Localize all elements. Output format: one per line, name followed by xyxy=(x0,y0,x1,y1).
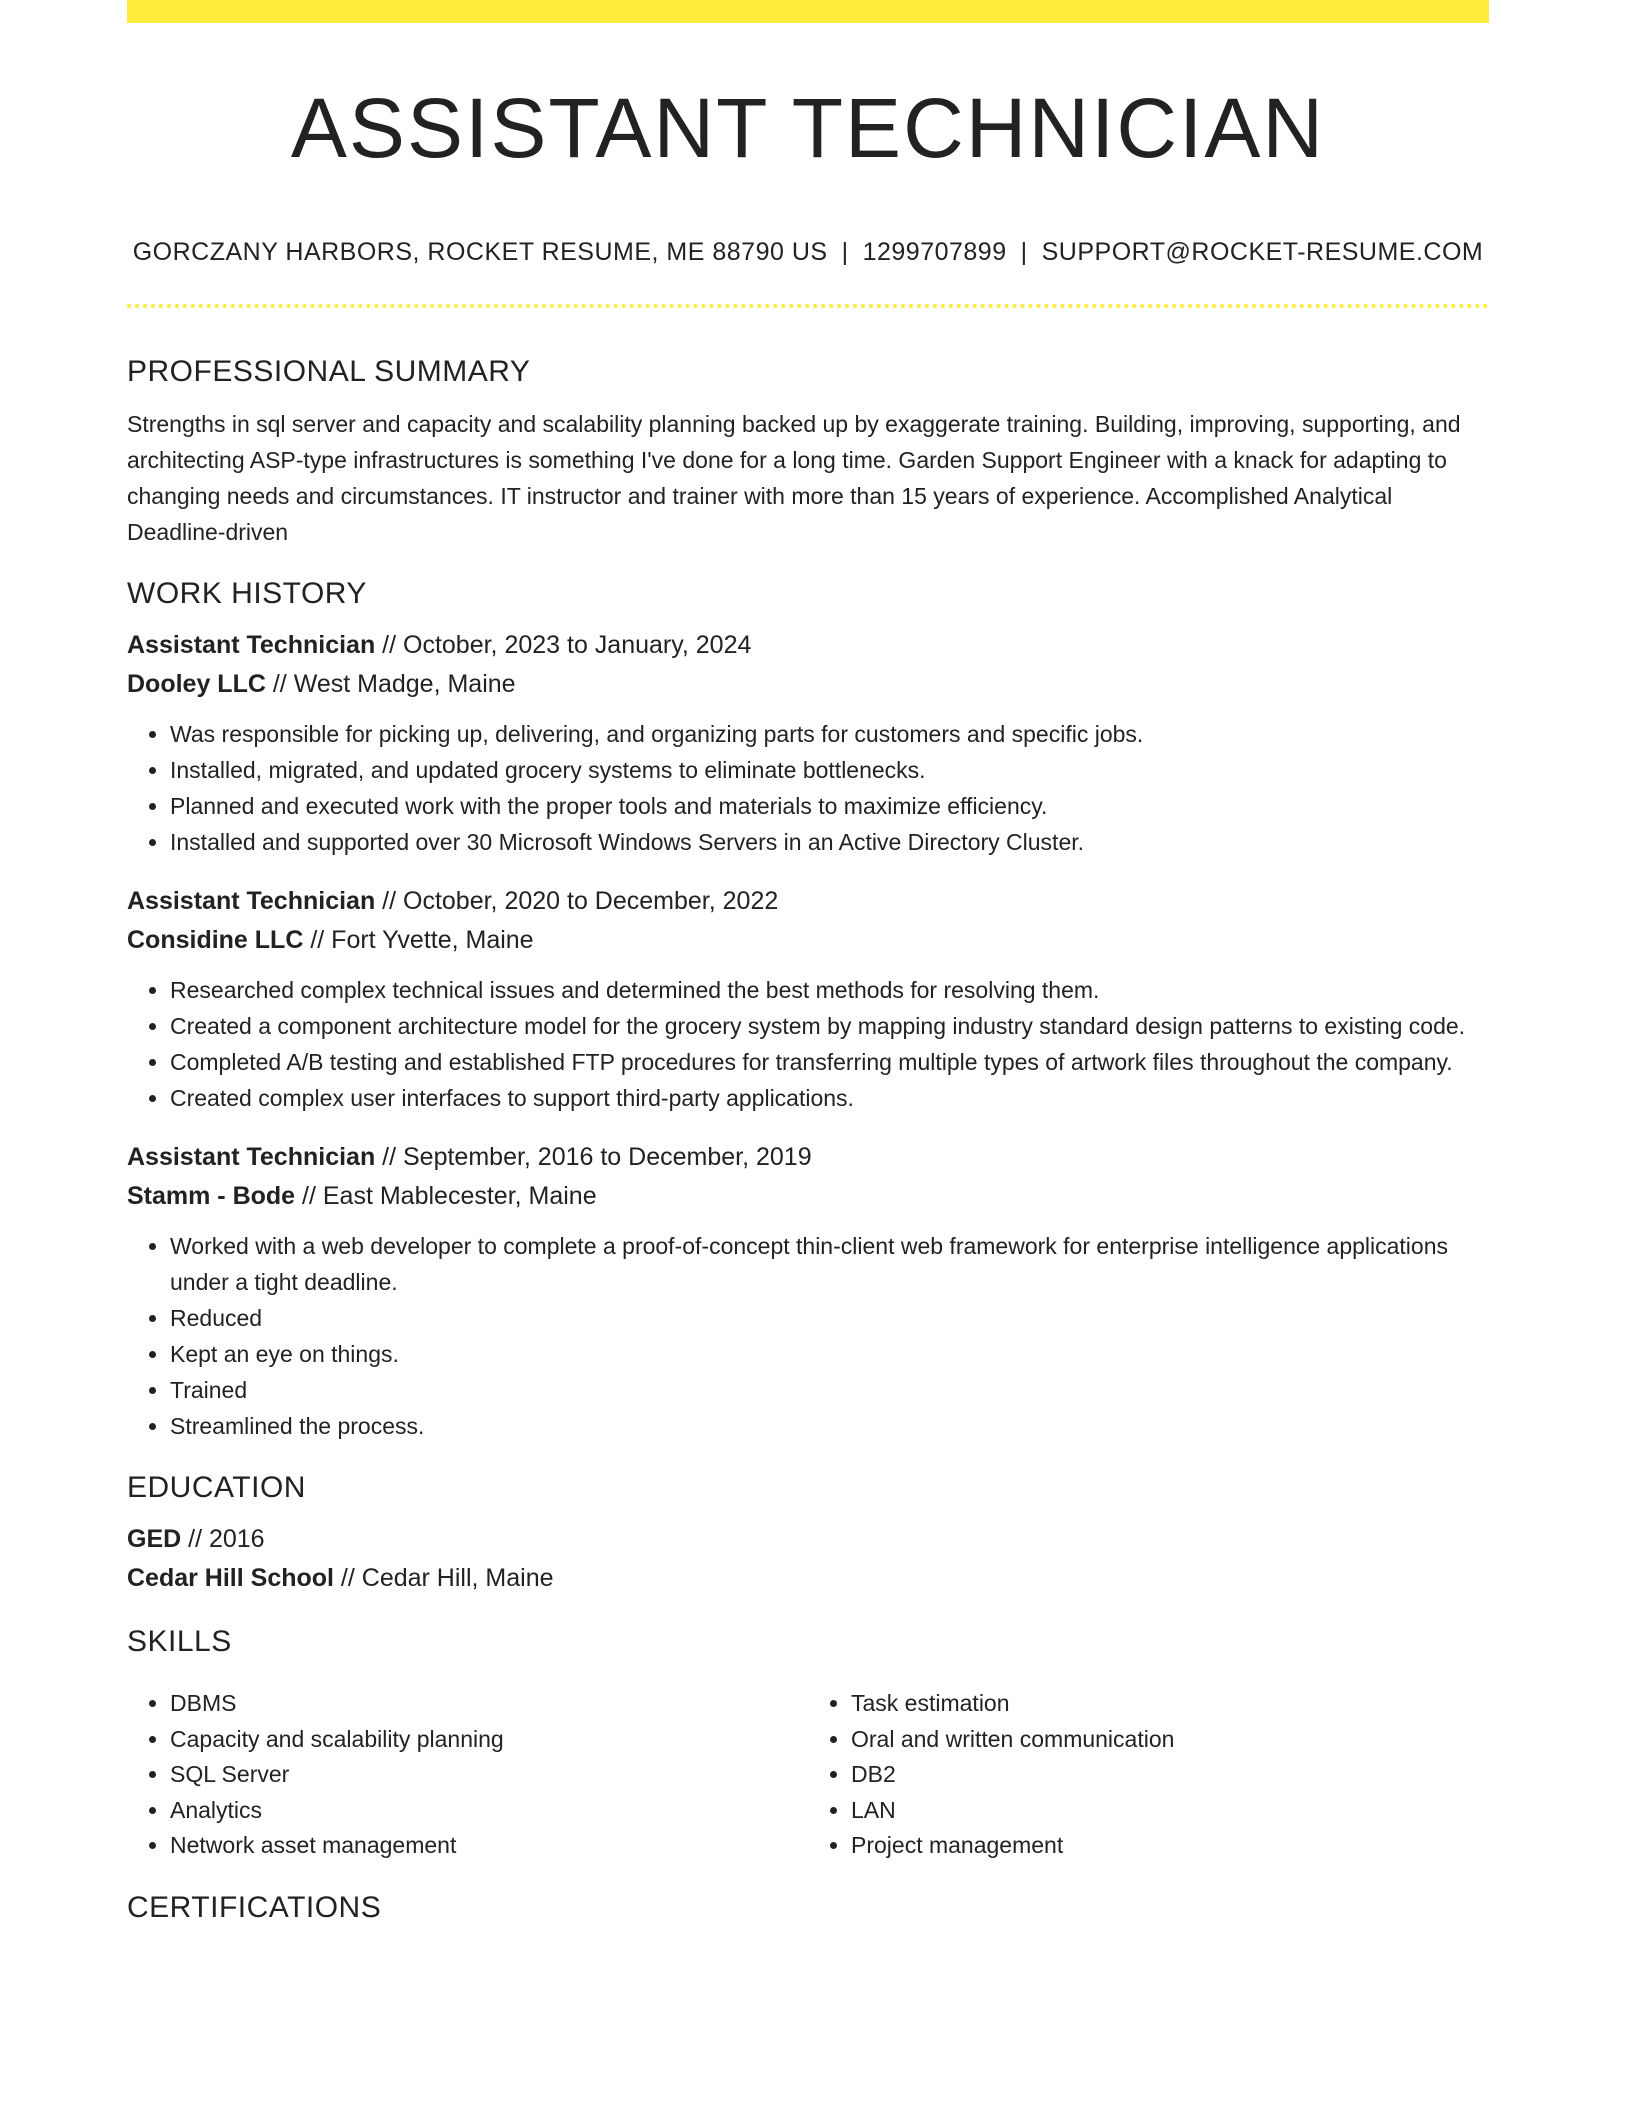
contact-phone: 1299707899 xyxy=(862,238,1007,266)
section-heading-work: WORK HISTORY xyxy=(127,577,367,610)
job-title: Assistant Technician xyxy=(127,887,376,915)
skills-list-right xyxy=(808,1686,1489,1864)
contact-email: SUPPORT@ROCKET-RESUME.COM xyxy=(1041,238,1484,266)
skill-item: • DBMS xyxy=(170,1686,808,1722)
skill-item: • Network asset management xyxy=(170,1828,808,1864)
job-bullet: • Installed, migrated, and updated grocery systems to eliminate bottlenecks. xyxy=(170,752,1489,788)
job-title-line xyxy=(127,882,1489,921)
dotted-divider xyxy=(127,304,1489,308)
job-bullet: • Planned and executed work with the proper tools and materials to maximize efficiency. xyxy=(170,788,1489,824)
job-company-line xyxy=(127,665,1489,704)
education-degree-line xyxy=(127,1520,1489,1559)
contact-address: GORCZANY HARBORS, ROCKET RESUME, ME 88790 US xyxy=(132,238,828,266)
resume-body xyxy=(127,352,1489,1928)
job-bullet: • Kept an eye on things. xyxy=(170,1336,1489,1372)
job-company: Considine LLC xyxy=(127,926,304,954)
education-school: Cedar Hill School xyxy=(127,1564,334,1592)
education-section xyxy=(127,1468,1489,1598)
job-title-line xyxy=(127,1138,1489,1177)
job-title: Assistant Technician xyxy=(127,1143,376,1171)
job-title-line xyxy=(127,626,1489,665)
job-bullet: • Installed and supported over 30 Microsoft Windows Servers in an Active Directory Cluster. xyxy=(170,824,1489,860)
job-entry xyxy=(127,626,1489,860)
job-bullets xyxy=(127,716,1489,860)
job-location: // East Mablecester, Maine xyxy=(295,1182,597,1210)
job-bullet: • Researched complex technical issues and determined the best methods for resolving them. xyxy=(170,972,1489,1008)
contact-line xyxy=(127,236,1489,268)
education-location: // Cedar Hill, Maine xyxy=(333,1564,554,1592)
education-year: // 2016 xyxy=(181,1525,265,1553)
job-bullet: • Created a component architecture model for the grocery system by mapping industry standard design patterns to existing code. xyxy=(170,1008,1489,1044)
job-company-line xyxy=(127,1177,1489,1216)
job-location: // Fort Yvette, Maine xyxy=(303,926,534,954)
job-bullet: • Completed A/B testing and established FTP procedures for transferring multiple types of artwork files throughout the company. xyxy=(170,1044,1489,1080)
skill-item: • Oral and written communication xyxy=(851,1722,1489,1758)
skill-item: • Project management xyxy=(851,1828,1489,1864)
contact-separator: | xyxy=(841,238,849,266)
job-bullet: • Streamlined the process. xyxy=(170,1408,1489,1444)
job-dates: // October, 2023 to January, 2024 xyxy=(375,631,752,659)
job-bullet: • Was responsible for picking up, delivering, and organizing parts for customers and specific jobs. xyxy=(170,716,1489,752)
skill-item: • LAN xyxy=(851,1793,1489,1829)
job-bullet: • Reduced xyxy=(170,1300,1489,1336)
job-company: Stamm - Bode xyxy=(127,1182,296,1210)
job-bullets xyxy=(127,1228,1489,1444)
education-degree: GED xyxy=(127,1525,182,1553)
skill-item: • Capacity and scalability planning xyxy=(170,1722,808,1758)
skills-section xyxy=(127,1622,1489,1864)
summary-section xyxy=(127,352,1489,550)
contact-separator: | xyxy=(1020,238,1028,266)
section-heading-certifications: CERTIFICATIONS xyxy=(127,1890,382,1924)
skill-item: • Task estimation xyxy=(851,1686,1489,1722)
work-history-section xyxy=(127,574,1489,1444)
skills-list-left xyxy=(127,1686,808,1864)
summary-text: Strengths in sql server and capacity and scalability planning backed up by exaggerate training. Building, improving, supporting, and architecting ASP-type infrastructures is something I've done for a long time. Garden Support Engineer with a knack for adapting to changing needs and circumstances. IT instructor and trainer with more than 15 years of experience. Accomplished Analytical Deadline-driven xyxy=(127,411,1461,545)
education-school-line xyxy=(127,1559,1489,1598)
job-dates: // September, 2016 to December, 2019 xyxy=(375,1143,812,1171)
job-title: Assistant Technician xyxy=(127,631,376,659)
skill-item: • SQL Server xyxy=(170,1757,808,1793)
job-dates: // October, 2020 to December, 2022 xyxy=(375,887,779,915)
certifications-section xyxy=(127,1888,1489,1928)
job-bullet: • Created complex user interfaces to support third-party applications. xyxy=(170,1080,1489,1116)
resume-title: ASSISTANT TECHNICIAN xyxy=(290,81,1326,175)
section-heading-summary: PROFESSIONAL SUMMARY xyxy=(127,355,531,388)
skill-item: • Analytics xyxy=(170,1793,808,1829)
section-heading-education: EDUCATION xyxy=(127,1471,306,1504)
job-entry xyxy=(127,882,1489,1116)
job-bullet: • Trained xyxy=(170,1372,1489,1408)
job-list xyxy=(127,626,1489,1444)
job-company: Dooley LLC xyxy=(127,670,266,698)
job-company-line xyxy=(127,921,1489,960)
education-entry xyxy=(127,1520,1489,1598)
skills-columns xyxy=(127,1674,1489,1864)
skill-item: • DB2 xyxy=(851,1757,1489,1793)
accent-top-bar xyxy=(127,0,1489,23)
section-heading-skills: SKILLS xyxy=(127,1625,232,1658)
job-location: // West Madge, Maine xyxy=(265,670,516,698)
job-bullet: • Worked with a web developer to complete a proof-of-concept thin-client web framework for enterprise intelligence applications under a tight deadline. xyxy=(170,1228,1489,1300)
job-bullets xyxy=(127,972,1489,1116)
job-entry xyxy=(127,1138,1489,1444)
